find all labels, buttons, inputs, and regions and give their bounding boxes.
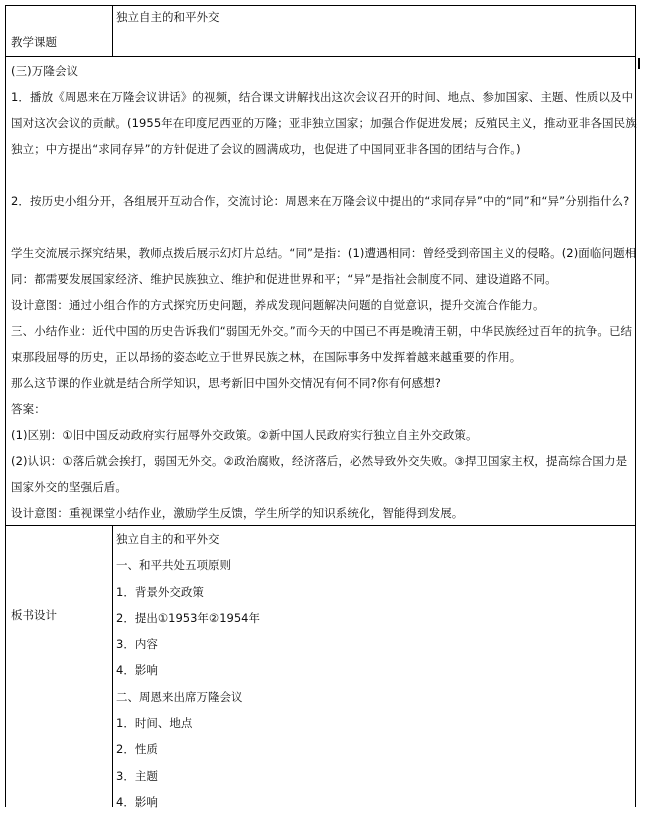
board-design-list [116,526,616,815]
design-intent-1: 设计意图：通过小组合作的方式探究历史问题，养成发现问题解决问题的自觉意识，提升交流合作能力。 [11,298,545,312]
section-heading: (三)万隆会议 [11,64,79,78]
design-intent-2: 设计意图：重视课堂小结作业，激励学生反馈，学生所学的知识系统化，智能得到发展。 [11,506,464,520]
homework-question: 那么这节课的作业就是结合所学知识，思考新旧中国外交情况有何不同?你有何感想? [11,376,442,390]
board-item: 二、周恩来出席万隆会议 [116,689,243,704]
lesson-topic-title: 独立自主的和平外交 [116,10,220,24]
board-item: 独立自主的和平外交 [116,532,220,546]
lesson-topic-label: 教学课题 [11,35,57,49]
answer-understanding: (2)认识：①落后就会挨打，弱国无外交。②政治腐败，经济落后，必然导致外交失败。③捍卫国家主权，提高综合国力是国家外交的坚强后盾。 [11,454,628,494]
content-paragraph-2: 2．按历史小组分开，各组展开互动合作，交流讨论：周恩来在万隆会议中提出的“求同存异”中的“同”和“异”分别指什么? [11,194,630,208]
board-item: 1．背景外交政策 [116,584,204,599]
table-border-left [5,5,6,807]
board-item: 2．性质 [116,742,158,757]
board-item: 1．时间、地点 [116,716,193,731]
board-item: 3．主题 [116,768,158,783]
answer-difference: (1)区别：①旧中国反动政府实行屈辱外交政策。②新中国人民政府实行独立自主外交政策。 [11,428,478,442]
row-divider-1 [5,56,635,57]
text-cursor-mark [638,58,640,69]
answer-label: 答案： [11,402,46,416]
column-divider-header [112,5,113,56]
content-paragraph-1: 1．播放《周恩来在万隆会议讲话》的视频，结合课文讲解找出这次会议召开的时间、地点、参加国家、主题、性质以及中国对这次会议的贡献。(1955年在印度尼西亚的万隆；亚非独立国家；加强合作促进发展；反殖民主义，推动亚非各国民族独立；中方提出“求同存异”的方针促进了会议的圆满成功，也促进了中国同亚非各国的团结与合作。) [11,90,637,156]
summary-homework: 三、小结作业：近代中国的历史告诉我们“弱国无外交。”而今天的中国已不再是晚清王朝，中华民族经过百年的抗争。已结束那段屈辱的历史，正以昂扬的姿态屹立于世界民族之林，在国际事务中发挥着越来越重要的作用。 [11,324,633,364]
column-divider-board [112,525,113,807]
board-item: 2．提出①1953年②1954年 [116,610,260,625]
board-item: 3．内容 [116,637,158,652]
table-border-top [5,5,635,6]
content-paragraph-3: 学生交流展示探究结果，教师点拨后展示幻灯片总结。“同”是指：(1)遭遇相同：曾经受到帝国主义的侵略。(2)面临问题相同：都需要发展国家经济、维护民族独立、维护和促进世界和平；“异”是指社会制度不同、建设道路不同。 [11,246,637,286]
board-item: 一、和平共处五项原则 [116,558,231,573]
board-item: 4．影响 [116,663,158,678]
board-item: 4．影响 [116,794,158,809]
board-design-label: 板书设计 [11,608,57,622]
